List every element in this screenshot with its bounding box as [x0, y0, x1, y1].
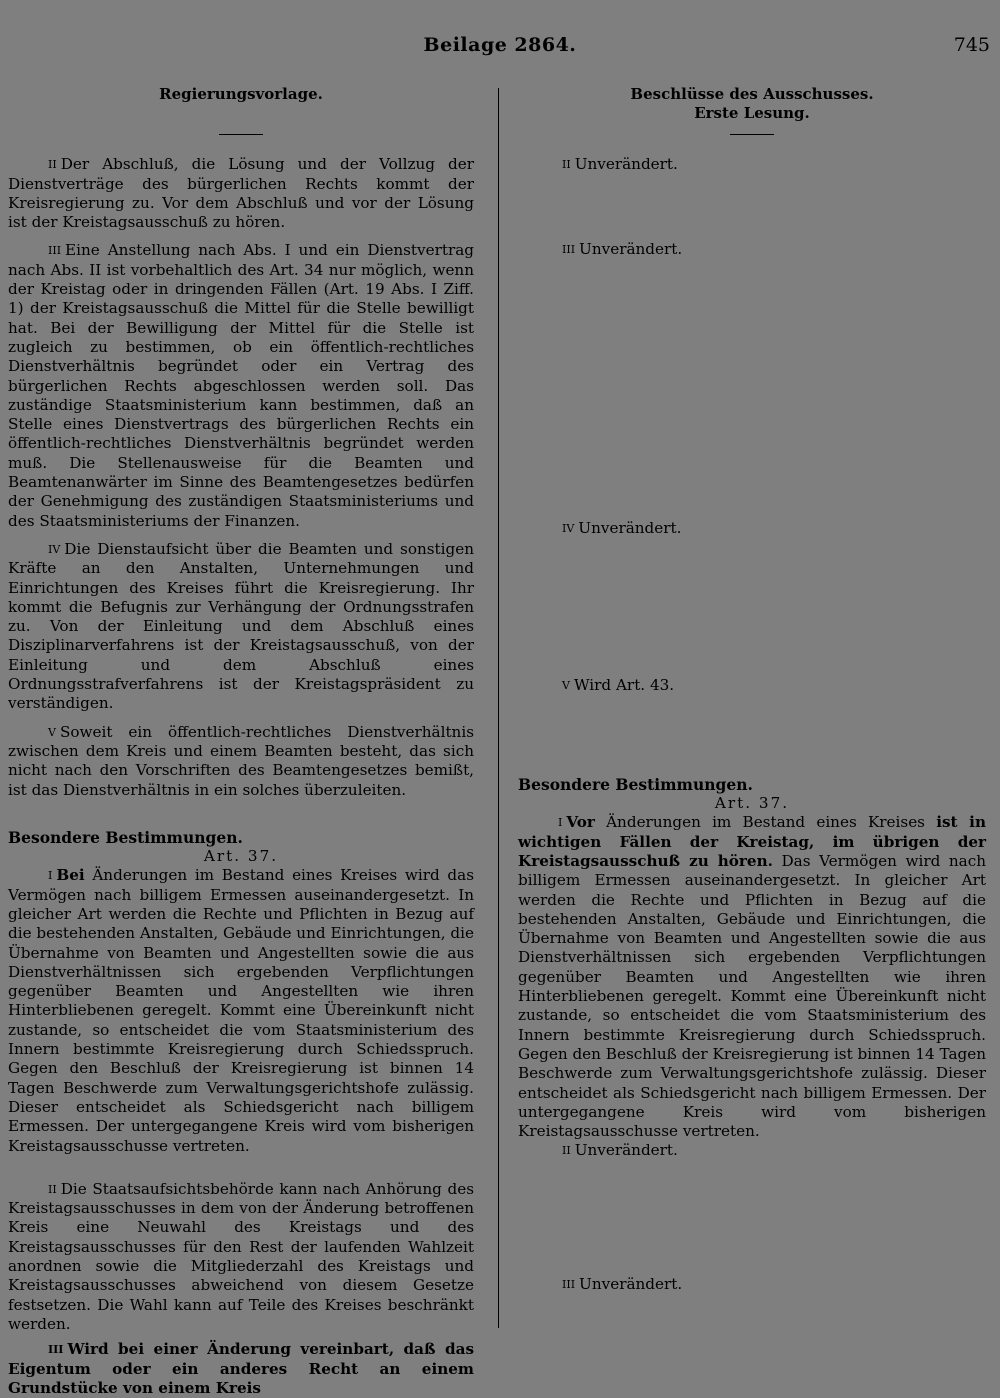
paragraph-text: Änderungen im Bestand eines Kreises: [606, 813, 925, 832]
paragraph-iv: [518, 519, 986, 538]
left-column: [8, 85, 474, 1398]
paragraph-number: II: [48, 158, 57, 172]
paragraph-text: Der Abschluß, die Lösung und der Vollzug der Dienstverträge des bürgerlichen Rechts kommt der Kreisregierung zu. Vor dem Abschluß und vor der Lösung ist der Kreistagsausschuß zu hören.: [8, 155, 474, 232]
paragraph-ii: [8, 155, 474, 232]
left-column-heading: Regierungsvorlage.: [159, 85, 323, 103]
page-number: 745: [953, 34, 990, 56]
paragraph-v: [8, 723, 474, 800]
paragraph-iii: [8, 241, 474, 530]
article-heading: Art. 37.: [714, 794, 790, 813]
right-column: [518, 85, 986, 1294]
paragraph-text: Eine Anstellung nach Abs. I und ein Dienstvertrag nach Abs. II ist vorbehaltlich des Art. 34 nur möglich, wenn der Kreistag oder in dringenden Fällen (Art. 19 Abs. I Ziff. 1) der Kreistagsausschuß die Mittel für die Stelle bewilligt hat. Bei der Bewilligung der Mittel für die Stelle ist zugleich zu bestimmen, ob ein öffentlich-rechtliches Dienstverhältnis begründet oder ein Vertrag des bürgerlichen Rechts abgeschlossen werden soll. Das zuständige Staatsministerium kann bestimmen, daß an Stelle eines Dienstvertrags des bürgerlichen Rechts ein öffentlich-rechtliches Dienstverhältnis begründet werden muß. Die Stellenausweise für die Beamten und Beamtenanwärter im Sinne des Beamtengesetzes bedürfen der Genehmigung des zuständigen Staatsministeriums und des Staatsministeriums der Finanzen.: [8, 241, 474, 530]
paragraph-text: Unverändert.: [578, 519, 682, 538]
paragraph-text: Unverändert.: [574, 154, 678, 173]
paragraph-number: IV: [48, 542, 61, 556]
paragraph-iii: [518, 240, 986, 259]
paragraph-number: III: [562, 242, 576, 256]
paragraph-text: Wird bei einer Änderung vereinbart, daß das Eigentum oder ein anderes Recht an einem Grundstücke von einem Kreis: [8, 1340, 474, 1397]
paragraph-number: II: [562, 157, 571, 171]
article-37-paragraph-ii: [8, 1180, 474, 1334]
paragraph-number: II: [48, 1182, 57, 1196]
paragraph-number: III: [48, 244, 62, 258]
emphasis-text: Bei: [56, 866, 85, 885]
column-divider: [498, 88, 499, 1328]
paragraph-number: II: [562, 1144, 571, 1158]
section-heading: Besondere Bestimmungen.: [518, 774, 753, 794]
article-heading: Art. 37.: [203, 847, 279, 866]
paragraph-number: III: [48, 1343, 64, 1357]
paragraph-text: Unverändert.: [579, 1274, 683, 1293]
paragraph-text: Änderungen im Bestand eines Kreises wird das Vermögen nach billigem Ermessen auseinandergesetzt. In gleicher Art werden die Rechte und Pflichten in Bezug auf die bestehenden Anstalten, Gebäude und Einrichtungen, die Übernahme von Beamten und Angestellten sowie die aus Dienstverhältnissen sich ergebenden Verpflichtungen gegenüber Beamten und Angestellten wie ihren Hinterbliebenen geregelt. Kommt eine Übereinkunft nicht zustande, so entscheidet die vom Staatsministerium des Innern bestimmte Kreisregierung durch Schiedsspruch. Gegen den Beschluß der Kreisregierung ist binnen 14 Tagen Beschwerde zum Verwaltungsgerichtshofe zulässig. Dieser entscheidet als Schiedsgericht nach billigem Ermessen. Der untergegangene Kreis wird vom bisherigen Kreistagsausschusse vertreten.: [8, 866, 475, 1155]
paragraph-number: I: [48, 869, 53, 883]
paragraph-text: Unverändert.: [574, 1141, 678, 1160]
paragraph-text: Wird Art. 43.: [573, 676, 675, 695]
paragraph-text: Unverändert.: [579, 239, 683, 258]
emphasis-text: Vor: [566, 813, 595, 832]
article-37-paragraph-iii: [8, 1340, 474, 1398]
paragraph-v: [518, 676, 986, 695]
article-37-paragraph-ii: [518, 1141, 986, 1160]
paragraph-text: Die Staatsaufsichtsbehörde kann nach Anhörung des Kreistagsausschusses in dem von der Änderung betroffenen Kreis eine Neuwahl des Kreistags und des Kreistagsausschusses für den Rest der laufenden Wahlzeit anordnen sowie die Mitgliederzahl des Kreistags und Kreistagsausschusses abweichend von diesem Gesetze festsetzen. Die Wahl kann auf Teile des Kreises beschränkt werden.: [8, 1179, 474, 1333]
paragraph-number: III: [562, 1277, 576, 1291]
paragraph-number: V: [48, 725, 56, 739]
paragraph-text: Die Dienstaufsicht über die Beamten und sonstigen Kräfte an den Anstalten, Unternehmungen und Einrichtungen des Kreises führt die Kreisregierung. Ihr kommt die Befugnis zur Verhängung der Ordnungsstrafen zu. Von der Einleitung und dem Abschluß eines Disziplinarverfahrens ist der Kreistagsausschuß, von der Einleitung und dem Abschluß eines Ordnungsstrafverfahrens ist der Kreistagspräsident zu verständigen.: [8, 539, 474, 713]
page-header-title: Beilage 2864.: [423, 34, 577, 56]
paragraph-number: IV: [562, 522, 575, 536]
paragraph-number: V: [562, 679, 570, 693]
paragraph-text: Soweit ein öffentlich-rechtliches Dienstverhältnis zwischen dem Kreis und einem Beamten besteht, das sich nicht nach den Vorschriften des Beamtengesetzes bemißt, ist das Dienstverhältnis in ein solches überzuleiten.: [8, 722, 474, 799]
section-heading: Besondere Bestimmungen.: [8, 827, 243, 847]
paragraph-number: I: [558, 816, 563, 830]
right-column-heading: Beschlüsse des Ausschusses.: [630, 85, 874, 103]
article-37-paragraph-iii: [518, 1275, 986, 1294]
article-37-paragraph-i: [8, 866, 474, 1155]
emphasis-text: ist in wichtigen Fällen der Kreistag, im übrigen der Kreistagsausschuß zu hören.: [518, 813, 986, 870]
paragraph-text: Das Vermögen wird nach billigem Ermessen auseinandergesetzt. In gleicher Art werden die Rechte und Pflichten in Bezug auf die bestehenden Anstalten, Gebäude und Einrichtungen, die Übernahme von Beamten und Angestellten sowie die aus Dienstverhältnissen sich ergebenden Verpflichtungen gegenüber Beamten und Angestellten wie ihren Hinterbliebenen geregelt. Kommt eine Übereinkunft nicht zustande, so entscheidet die vom Staatsministerium des Innern bestimmte Kreisregierung durch Schiedsspruch. Gegen den Beschluß der Kreisregierung ist binnen 14 Tagen Beschwerde zum Verwaltungsgerichtshofe zulässig. Dieser entscheidet als Schiedsgericht nach billigem Ermessen. Der untergegangene Kreis wird vom bisherigen Kreistagsausschusse vertreten.: [518, 851, 987, 1141]
paragraph-ii: [518, 155, 986, 174]
article-37-paragraph-i: [518, 813, 986, 1141]
paragraph-iv: [8, 540, 474, 714]
right-column-subheading: Erste Lesung.: [694, 104, 810, 123]
